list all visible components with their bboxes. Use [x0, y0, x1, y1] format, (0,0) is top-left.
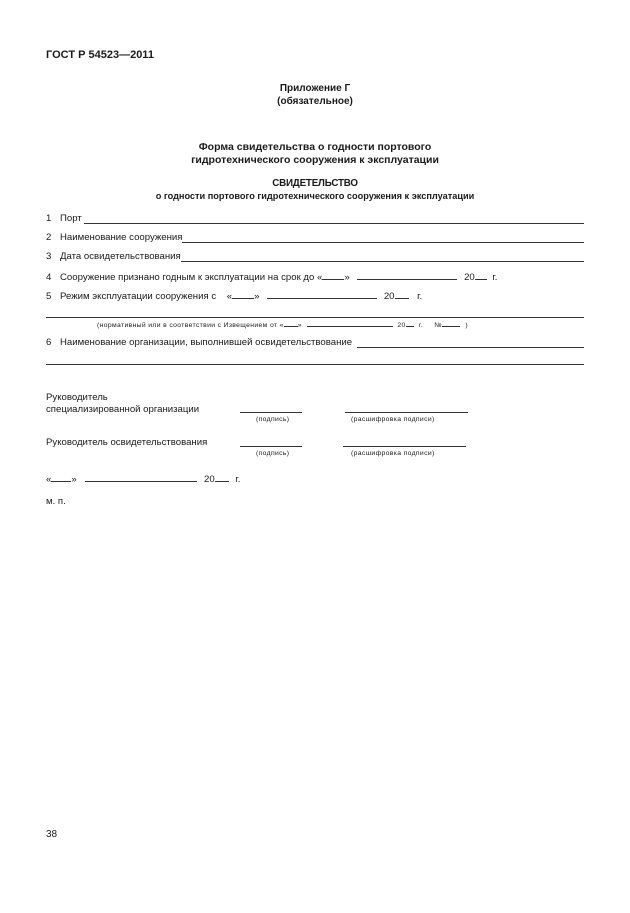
head-name-line[interactable] [345, 412, 468, 413]
year-prefix: 20 [204, 474, 215, 485]
note-month-line[interactable] [307, 320, 393, 327]
operation-mode-note [97, 320, 468, 329]
year-suffix: г. [417, 291, 423, 302]
field-structure-name [46, 232, 584, 243]
field-inspection-date [46, 251, 584, 262]
inspection-name-line[interactable] [343, 446, 466, 447]
head-signature-line[interactable] [240, 412, 302, 413]
year-suffix: г. [492, 272, 498, 283]
field-label: Дата освидетельствования [60, 251, 181, 262]
quote-open: « [46, 474, 52, 485]
field-operation-mode [46, 289, 422, 302]
field-port [46, 213, 584, 224]
date-year-line[interactable] [215, 472, 229, 482]
organization-input-line-2[interactable] [46, 364, 584, 365]
month-input-line[interactable] [357, 270, 457, 280]
note-day-line[interactable] [284, 320, 298, 327]
field-label: Наименование сооружения [60, 232, 183, 243]
note-text: » [297, 322, 302, 329]
certificate-title: СВИДЕТЕЛЬСТВО [272, 178, 358, 189]
year-prefix: 20 [464, 272, 475, 283]
inspection-signature-caption: (подпись) [256, 450, 290, 457]
note-text: ) [465, 322, 468, 329]
date-month-line[interactable] [85, 472, 197, 482]
operation-mode-input-line[interactable] [46, 317, 584, 318]
structure-name-input-line[interactable] [182, 233, 584, 243]
quote-close: » [254, 291, 260, 302]
head-decode-caption: (расшифровка подписи) [351, 416, 435, 423]
appendix-title: Приложение Г [279, 83, 351, 94]
page-number: 38 [46, 829, 58, 840]
field-number: 5 [46, 291, 52, 302]
quote-close: » [71, 474, 77, 485]
quote-close: » [344, 272, 350, 283]
note-number-line[interactable] [442, 320, 460, 327]
note-text: (нормативный или в соответствии с Извещением от « [97, 322, 284, 329]
field-label: Сооружение признано годным к эксплуатации на срок до « [60, 272, 323, 283]
head-title-line1: Руководитель [46, 392, 108, 403]
year-input-line[interactable] [475, 270, 487, 280]
field-number: 6 [46, 337, 52, 348]
inspection-signature-line[interactable] [240, 446, 302, 447]
quote-open: « [226, 291, 233, 302]
standard-code: ГОСТ Р 54523—2011 [46, 49, 154, 61]
stamp-place: м. п. [46, 496, 66, 507]
month-input-line[interactable] [267, 289, 377, 299]
day-input-line[interactable] [232, 289, 254, 299]
day-input-line[interactable] [322, 270, 344, 280]
certificate-subtitle: о годности портового гидротехнического сооружения к эксплуатации [155, 191, 475, 201]
appendix-status: (обязательное) [277, 96, 353, 107]
field-number: 4 [46, 272, 52, 283]
field-label: Порт [60, 213, 82, 224]
year-suffix: г. [235, 474, 241, 485]
field-fit-until [46, 270, 497, 283]
note-text: г. [418, 322, 424, 329]
field-label: Наименование организации, выполнившей освидетельствование [60, 337, 353, 348]
inspection-decode-caption: (расшифровка подписи) [351, 450, 435, 457]
field-number: 1 [46, 213, 52, 224]
signature-date [46, 472, 240, 485]
year-input-line[interactable] [395, 289, 409, 299]
inspection-date-input-line[interactable] [181, 252, 584, 262]
field-organization [46, 337, 584, 348]
form-title-line2: гидротехнического сооружения к эксплуатации [191, 154, 439, 166]
head-title-line2: специализированной организации [46, 404, 200, 415]
head-signature-caption: (подпись) [256, 416, 290, 423]
port-input-line[interactable] [84, 214, 584, 224]
note-text: № [434, 322, 443, 329]
date-day-line[interactable] [51, 472, 71, 482]
organization-input-line[interactable] [357, 338, 584, 348]
field-number: 3 [46, 251, 52, 262]
field-label: Режим эксплуатации сооружения с [60, 291, 217, 302]
field-number: 2 [46, 232, 52, 243]
form-title-line1: Форма свидетельства о годности портового [198, 141, 432, 153]
note-year-line[interactable] [406, 320, 414, 327]
year-prefix: 20 [383, 291, 395, 302]
note-text: 20 [397, 322, 406, 329]
inspection-head-title: Руководитель освидетельствования [46, 437, 208, 448]
